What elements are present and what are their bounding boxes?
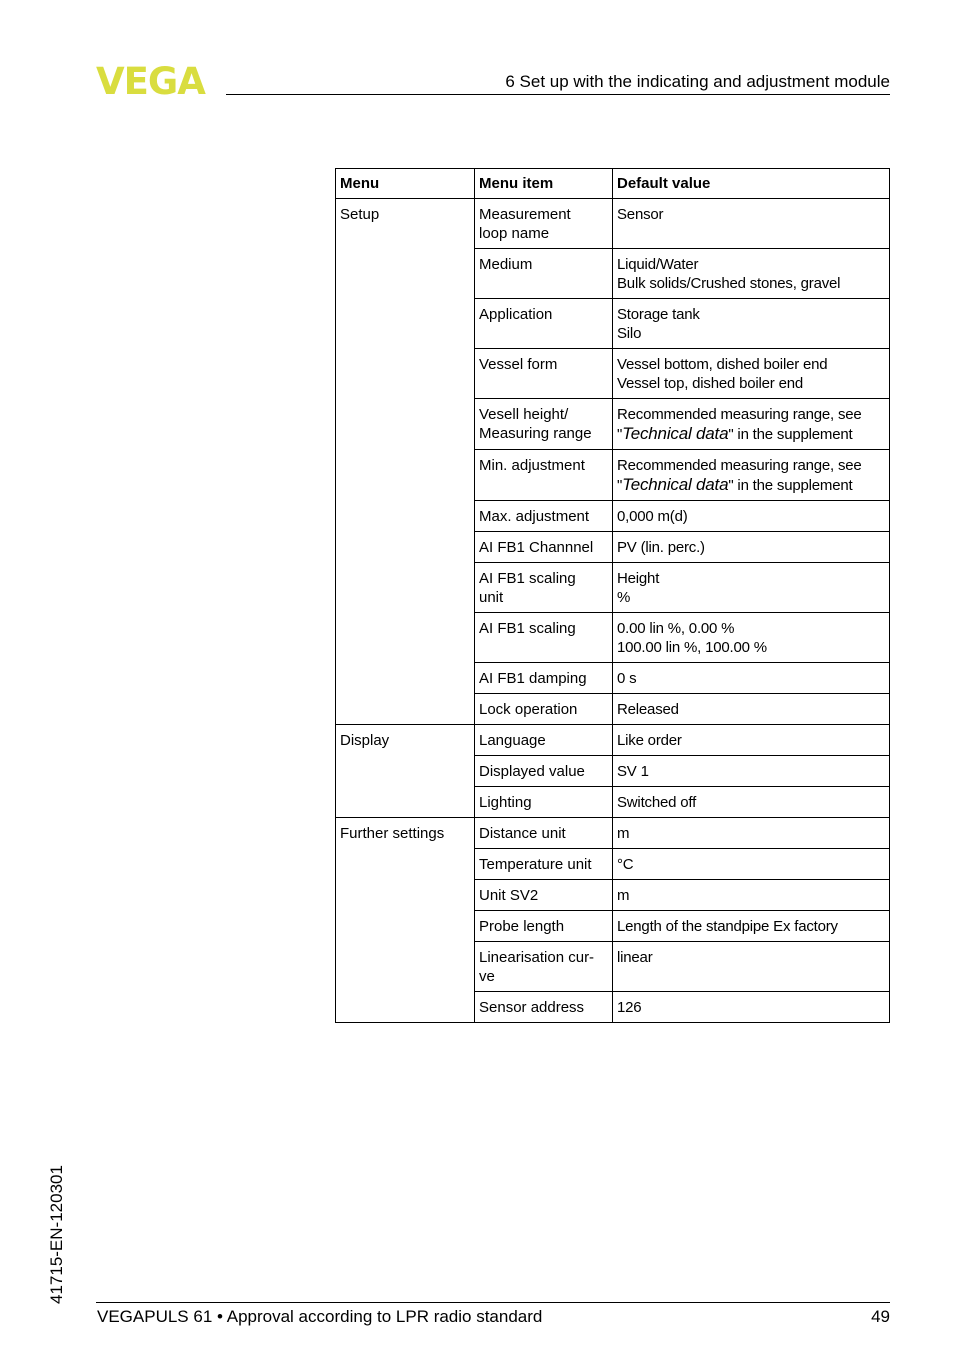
menu-item-cell <box>475 663 613 694</box>
vega-logo: VEGA <box>96 60 205 103</box>
default-value-line: Storage tank <box>617 306 700 323</box>
menu-item-line: Lock operation <box>479 701 578 718</box>
default-value-cell <box>613 992 890 1023</box>
footer-rule <box>96 1302 890 1303</box>
default-value-line: Recommended measuring range, see <box>617 406 862 423</box>
menu-item-line: Probe length <box>479 918 565 935</box>
menu-item-line: Min. adjustment <box>479 457 585 474</box>
table-row <box>336 818 890 849</box>
default-value-line: Vessel top, dished boiler end <box>617 375 803 392</box>
default-value-line: Silo <box>617 325 642 342</box>
default-value-line: 0,000 m(d) <box>617 508 688 525</box>
default-value-line: m <box>617 887 630 904</box>
default-value-line: SV 1 <box>617 763 649 780</box>
menu-item-line: Application <box>479 306 553 323</box>
default-value-line: 0 s <box>617 670 637 687</box>
menu-item-line: ve <box>479 968 495 985</box>
section-heading: 6 Set up with the indicating and adjustment module <box>505 72 890 91</box>
menu-item-line: AI FB1 scaling <box>479 620 576 637</box>
menu-item-cell <box>475 911 613 942</box>
menu-item-line: Temperature unit <box>479 856 592 873</box>
menu-item-cell <box>475 725 613 756</box>
default-value-cell <box>613 694 890 725</box>
technical-data-emphasis: Technical data <box>622 424 729 443</box>
default-value-cell <box>613 399 890 450</box>
menu-item-cell <box>475 694 613 725</box>
menu-item-cell <box>475 501 613 532</box>
default-value-line: "Technical data" in the supplement <box>617 475 853 494</box>
default-value-line: Length of the standpipe Ex factory <box>617 918 838 935</box>
menu-item-cell <box>475 880 613 911</box>
menu-item-line: AI FB1 damping <box>479 670 587 687</box>
default-value-cell <box>613 911 890 942</box>
menu-item-cell <box>475 450 613 501</box>
menu-item-cell <box>475 399 613 450</box>
menu-item-line: Linearisation cur- <box>479 949 595 966</box>
default-value-line: "Technical data" in the supplement <box>617 424 853 443</box>
default-value-line: Sensor <box>617 206 664 223</box>
table-row <box>336 725 890 756</box>
menu-item-cell <box>475 818 613 849</box>
menu-cell: Setup <box>336 199 475 725</box>
menu-item-line: Lighting <box>479 794 532 811</box>
menu-item-line: Medium <box>479 256 533 273</box>
default-value-cell <box>613 249 890 299</box>
default-value-cell <box>613 663 890 694</box>
page-number: 49 <box>871 1307 890 1326</box>
table-row <box>336 199 890 249</box>
menu-item-cell <box>475 532 613 563</box>
default-value-line: % <box>617 589 631 606</box>
menu-item-line: Distance unit <box>479 825 566 842</box>
menu-item-line: Max. adjustment <box>479 508 590 525</box>
default-values-table <box>335 168 890 1023</box>
column-header-menu: Menu <box>336 169 475 199</box>
default-value-line: Liquid/Water <box>617 256 699 273</box>
menu-cell: Further settings <box>336 818 475 1023</box>
default-value-cell <box>613 942 890 992</box>
menu-item-line: Measuring range <box>479 425 592 442</box>
document-code: 41715-EN-120301 <box>47 1165 66 1304</box>
menu-item-line: AI FB1 Channnel <box>479 539 594 556</box>
default-value-line: m <box>617 825 630 842</box>
table-header-row <box>336 169 890 199</box>
default-value-cell <box>613 501 890 532</box>
menu-item-line: Measurement <box>479 206 571 223</box>
menu-item-line: Vessel form <box>479 356 558 373</box>
menu-item-cell <box>475 756 613 787</box>
default-value-line: linear <box>617 949 653 966</box>
default-value-cell <box>613 849 890 880</box>
menu-item-cell <box>475 942 613 992</box>
menu-item-line: Language <box>479 732 546 749</box>
default-value-line: Like order <box>617 732 682 749</box>
menu-item-line: Displayed value <box>479 763 585 780</box>
menu-item-cell <box>475 199 613 249</box>
default-value-line: °C <box>617 856 634 873</box>
default-value-cell <box>613 725 890 756</box>
default-value-cell <box>613 880 890 911</box>
technical-data-emphasis: Technical data <box>622 475 729 494</box>
menu-cell: Display <box>336 725 475 818</box>
column-header-default-value: Default value <box>613 169 890 199</box>
column-header-menu-item: Menu item <box>475 169 613 199</box>
default-value-line: Released <box>617 701 679 718</box>
default-value-line: 126 <box>617 999 642 1016</box>
menu-item-cell <box>475 299 613 349</box>
menu-item-cell <box>475 349 613 399</box>
default-value-line: Vessel bottom, dished boiler end <box>617 356 828 373</box>
footer-title: VEGAPULS 61 • Approval according to LPR radio standard <box>97 1307 543 1326</box>
menu-item-cell <box>475 849 613 880</box>
default-value-cell <box>613 349 890 399</box>
default-value-line: Switched off <box>617 794 697 811</box>
default-value-line: Bulk solids/Crushed stones, gravel <box>617 275 841 292</box>
menu-item-line: unit <box>479 589 504 606</box>
default-value-line: Height <box>617 570 660 587</box>
default-value-cell <box>613 613 890 663</box>
menu-item-cell <box>475 563 613 613</box>
default-value-line: 0.00 lin %, 0.00 % <box>617 620 735 637</box>
menu-item-cell <box>475 992 613 1023</box>
header-rule <box>226 94 890 95</box>
default-value-line: Recommended measuring range, see <box>617 457 862 474</box>
default-value-cell <box>613 818 890 849</box>
menu-item-cell <box>475 613 613 663</box>
default-value-cell <box>613 299 890 349</box>
menu-item-cell <box>475 249 613 299</box>
default-value-line: PV (lin. perc.) <box>617 539 705 556</box>
default-value-line: 100.00 lin %, 100.00 % <box>617 639 767 656</box>
menu-item-line: loop name <box>479 225 550 242</box>
default-value-cell <box>613 450 890 501</box>
default-value-cell <box>613 787 890 818</box>
default-value-cell <box>613 563 890 613</box>
default-value-cell <box>613 532 890 563</box>
default-value-cell <box>613 199 890 249</box>
menu-item-line: Vesell height/ <box>479 406 569 423</box>
menu-item-line: Sensor address <box>479 999 585 1016</box>
menu-item-line: Unit SV2 <box>479 887 539 904</box>
menu-item-cell <box>475 787 613 818</box>
menu-item-line: AI FB1 scaling <box>479 570 576 587</box>
default-value-cell <box>613 756 890 787</box>
